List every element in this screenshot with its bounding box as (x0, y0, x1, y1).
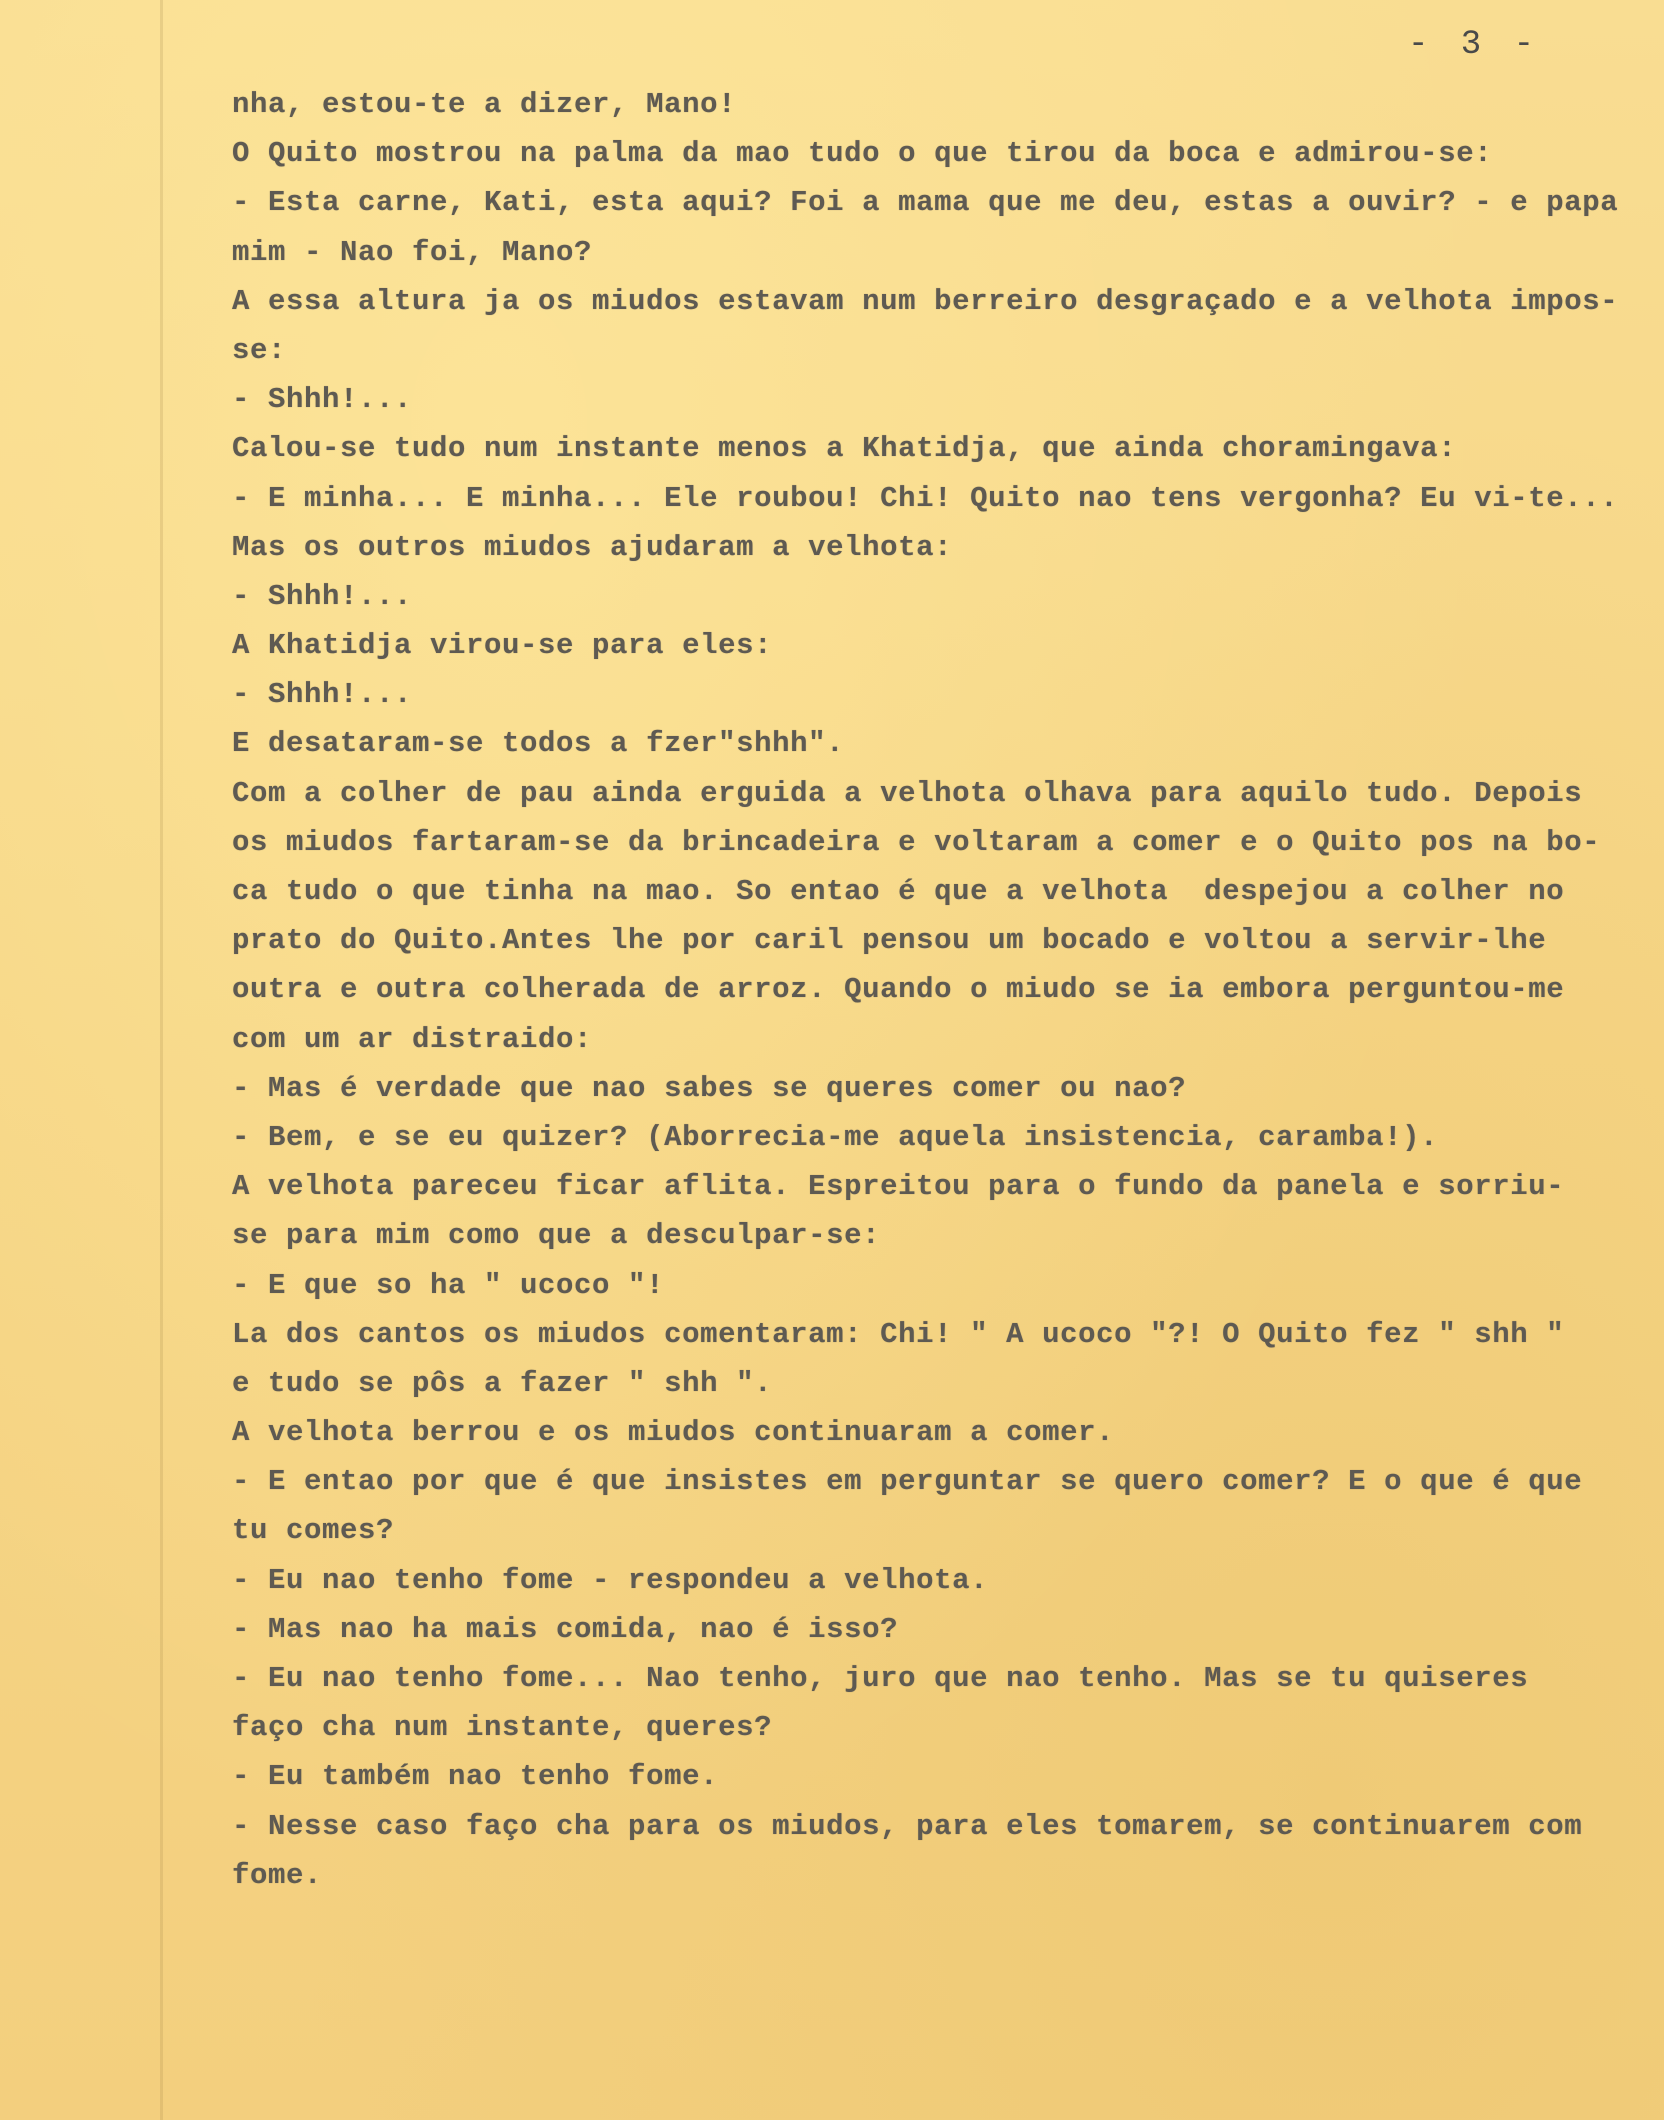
text-line: Mas os outros miudos ajudaram a velhota: (232, 530, 953, 564)
text-line: - Mas nao ha mais comida, nao é isso? (232, 1612, 899, 1646)
text-line: os miudos fartaram-se da brincadeira e voltaram a comer e o Quito pos na bo- (232, 825, 1601, 859)
text-line: - Esta carne, Kati, esta aqui? Foi a mama que me deu, estas a ouvir? - e papa (232, 186, 1619, 220)
text-line: prato do Quito.Antes lhe por caril pensou um bocado e voltou a servir-lhe (232, 924, 1547, 958)
text-line: com um ar distraido: (232, 1022, 593, 1056)
text-line: Com a colher de pau ainda erguida a velhota olhava para aquilo tudo. Depois (232, 776, 1583, 810)
page-edge-shadow (160, 0, 163, 2120)
text-line: A essa altura ja os miudos estavam num berreiro desgraçado e a velhota impos- (232, 284, 1619, 318)
text-line: nha, estou-te a dizer, Mano! (232, 88, 737, 121)
text-line: - E entao por que é que insistes em perguntar se quero comer? E o que é que (232, 1465, 1583, 1499)
text-line: E desataram-se todos a fzer"shhh". (232, 727, 845, 761)
text-line: O Quito mostrou na palma da mao tudo o que tirou da boca e admirou-se: (232, 137, 1493, 171)
text-line: fome. (232, 1858, 323, 1892)
text-line: - Shhh!... (232, 383, 413, 417)
text-line: - Shhh!... (232, 678, 413, 712)
text-line: tu comes? (232, 1514, 395, 1548)
text-line: La dos cantos os miudos comentaram: Chi! " A ucoco "?! O Quito fez " shh " (232, 1317, 1565, 1351)
text-line: - Mas é verdade que nao sabes se queres comer ou nao? (232, 1071, 1187, 1105)
text-line: outra e outra colherada de arroz. Quando o miudo se ia embora perguntou-me (232, 973, 1565, 1007)
text-line: - Nesse caso faço cha para os miudos, para eles tomarem, se continuarem com (232, 1809, 1583, 1843)
text-line: A Khatidja virou-se para eles: (232, 629, 773, 663)
text-line: - Shhh!... (232, 579, 413, 613)
text-line: - Eu nao tenho fome... Nao tenho, juro que nao tenho. Mas se tu quiseres (232, 1662, 1529, 1695)
body-text (232, 80, 1652, 1900)
text-line: faço cha num instante, queres? (232, 1711, 773, 1745)
text-line: A velhota berrou e os miudos continuaram a comer. (232, 1416, 1115, 1450)
text-line: - E minha... E minha... Ele roubou! Chi! Quito nao tens vergonha? Eu vi-te... (232, 481, 1619, 515)
text-line: - Bem, e se eu quizer? (Aborrecia-me aquela insistencia, caramba!). (232, 1120, 1439, 1154)
text-line: se para mim como que a desculpar-se: (232, 1219, 881, 1253)
text-line: Calou-se tudo num instante menos a Khatidja, que ainda choramingava: (232, 432, 1457, 466)
text-line: ca tudo o que tinha na mao. So entao é que a velhota despejou a colher no (232, 875, 1565, 908)
text-line: - Eu nao tenho fome - respondeu a velhota. (232, 1563, 989, 1597)
text-line: se: (232, 333, 287, 367)
text-line: mim - Nao foi, Mano? (232, 235, 593, 269)
text-line: A velhota pareceu ficar aflita. Espreitou para o fundo da panela e sorriu- (232, 1170, 1565, 1204)
text-line: e tudo se pôs a fazer " shh ". (232, 1366, 773, 1400)
page-number: - 3 - (1408, 26, 1541, 64)
text-line: - Eu também nao tenho fome. (232, 1760, 719, 1794)
text-line: - E que so ha " ucoco "! (232, 1268, 665, 1302)
